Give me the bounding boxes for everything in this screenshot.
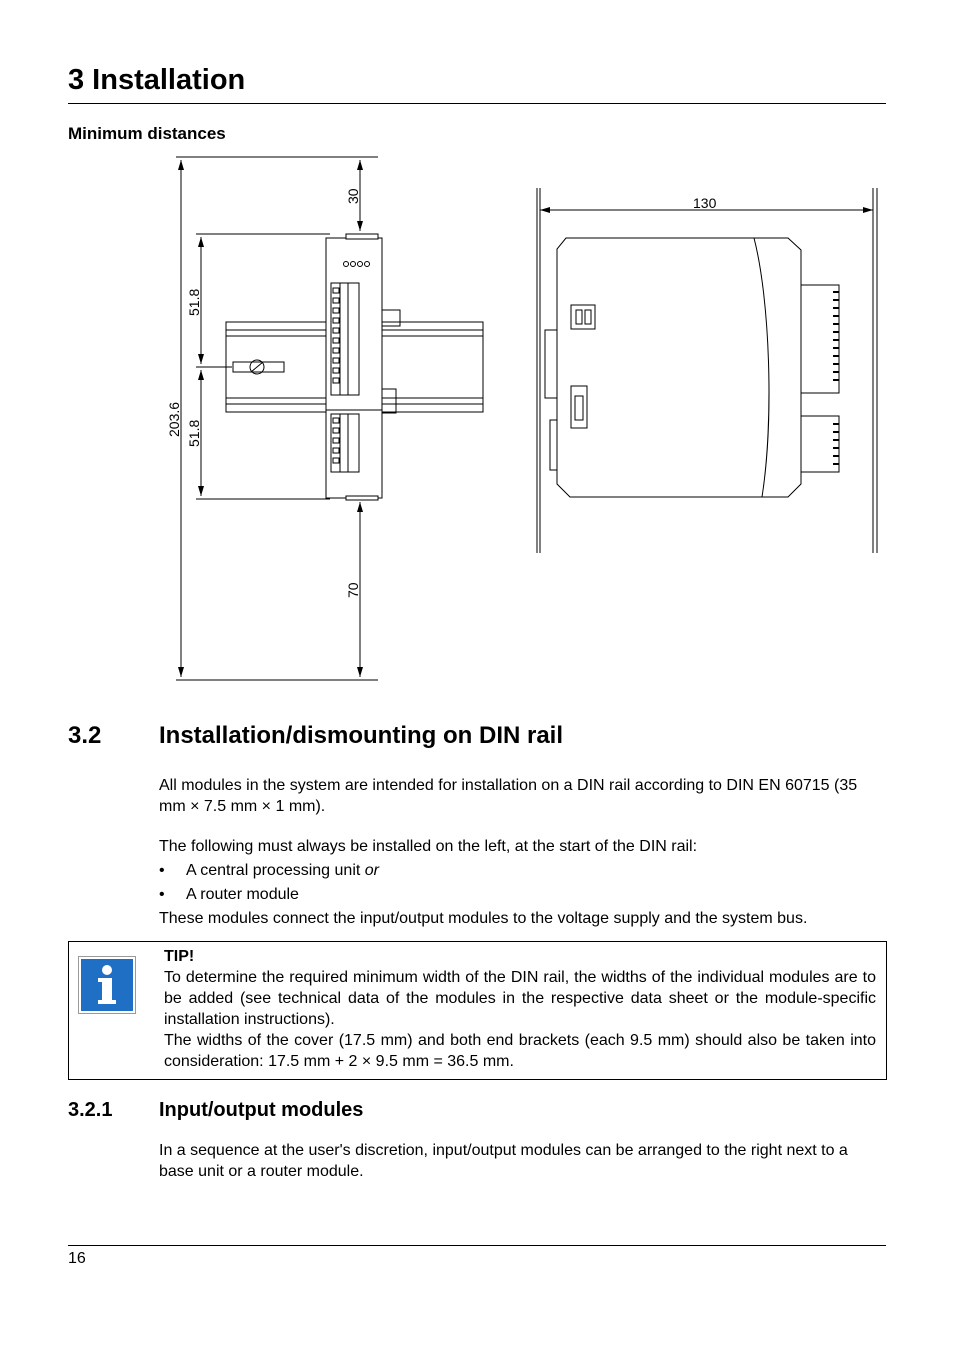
closing-paragraph: These modules connect the input/output modules to the voltage supply and the system bus.: [159, 910, 808, 927]
tip-line-2: The widths of the cover (17.5 mm) and both end brackets (each 9.5 mm) should also be taken into consideration: 17.5 mm + 2 × 9.5 mm = 36.5 mm.: [164, 1032, 876, 1070]
bullet-text: A central processing unit: [186, 862, 365, 879]
footer-rule: [68, 1245, 886, 1246]
dim-module-upper-label: 51.8: [186, 288, 202, 316]
bullet-item: • A router module: [159, 886, 299, 903]
dim-top-label: 30: [345, 188, 361, 204]
section-number: 3.2: [68, 722, 102, 749]
tip-line-1: To determine the required minimum width of the DIN rail, the widths of the individual modules are to be added (see technical data of the modules in the respective data sheet or the module-specific installation instructions).: [164, 969, 876, 1028]
chapter-title: 3 Installation: [68, 64, 246, 96]
dim-module-lower-label: 51.8: [186, 419, 202, 447]
dim-width-label: 130: [693, 195, 717, 211]
subsection-title: Input/output modules: [159, 1099, 364, 1121]
figure-caption: Minimum distances: [68, 124, 226, 143]
dim-bottom-label: 70: [345, 582, 361, 598]
subsection-number: 3.2.1: [68, 1099, 113, 1121]
intro-paragraph: All modules in the system are intended for installation on a DIN rail according to DIN EN 60715 (35 mm × 7.5 mm × 1 mm).: [159, 777, 858, 815]
section-title: Installation/dismounting on DIN rail: [159, 722, 564, 749]
info-icon: [78, 956, 136, 1014]
page-number: 16: [68, 1250, 86, 1267]
dim-total-label: 203.6: [166, 401, 182, 437]
bullet-emphasis: or: [364, 862, 379, 879]
bullet-item: • A central processing unit or: [159, 862, 379, 879]
tip-content: [164, 946, 876, 1072]
bullet-text: A router module: [186, 886, 299, 903]
tip-title: TIP!: [164, 948, 195, 965]
lead-paragraph: The following must always be installed on the left, at the start of the DIN rail:: [159, 838, 698, 855]
subsection-paragraph: In a sequence at the user's discretion, input/output modules can be arranged to the right next to a base unit or a router module.: [159, 1142, 848, 1180]
